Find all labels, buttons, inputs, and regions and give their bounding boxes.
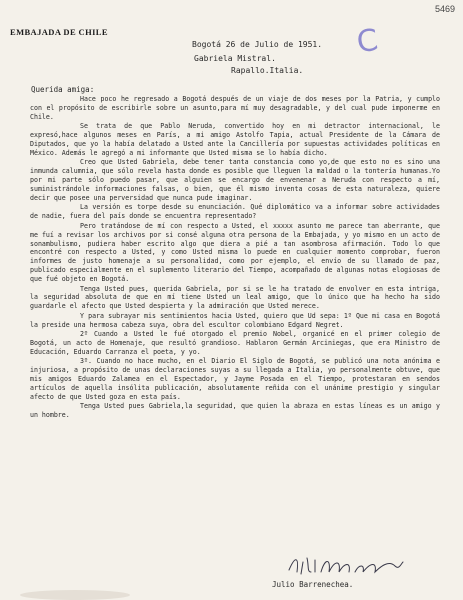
paragraph: 2º Cuando a Usted le fué otorgado el premio Nobel, organicé en el primer colegio de Bogotá, un acto de Homenaje, que resultó grandioso. Hablaron Germán Arciniegas, que era Ministro de Educación, Eduardo Carranza el poeta, y yo. (30, 330, 440, 356)
paragraph: Tenga Usted pues, querida Gabriela, por si se le ha tratado de envolver en esta intriga, la seguridad absoluta de que en mí tiene Usted un leal amigo, que lo único que ha hecho ha sido guardarle el afecto que Usted despierta y la admiración que Usted merece. (30, 284, 440, 311)
recipient-name: Gabriela Mistral. (194, 54, 276, 63)
paragraph: Hace poco he regresado a Bogotá después de un viaje de dos meses por la Patria, y cumplo con el propósito de escribirle sobre un asunto,para mí muy desagradable, y del cual pude imponerme en Chile. (30, 95, 440, 121)
paragraph: Se trata de que Pablo Neruda, convertido hoy en mi detractor internacional, le expresó,hace algunos meses en París, a mi amigo Astolfo Tapia, actual Presidente de la Cámara de Diputados, que yo la había delatado a Usted ante la Cancillería por supuestas actividades políticas en México. Además le agregó a mi informante que Usted misma se lo había dicho. (30, 122, 440, 157)
paragraph: Tenga Usted pues Gabriela,la seguridad, que quien la abraza en estas líneas es un amigo y un hombre. (30, 402, 440, 420)
archive-number: 5469 (434, 4, 455, 14)
paper-stain (20, 590, 130, 600)
paragraph: 3º. Cuando no hace mucho, en el Diario El Siglo de Bogotá, se publicó una nota anónima e injuriosa, a propósito de unas declaraciones suyas a su llegada a Italia, yo personalmente obtuve, que mis amigos Eduardo Zalamea en el Espectador, y Jayme Posada en el Tiempo, protestaran en sendos artículos de aquella insólita publicación, absolutamente reñida con el unánime prestigio y singular afecto de que Usted goza en esta país. (30, 357, 440, 401)
salutation: Querida amiga: (31, 85, 95, 94)
paragraph: Y para subrayar mis sentimientos hacia Usted, quiero que Ud sepa: 1º Que mi casa en Bogotá la preside una hermosa cabeza suya, obra del escultor colombiano Edgard Negret. (30, 311, 440, 329)
letter-body (30, 95, 440, 421)
paragraph: La versión es torpe desde su enunciación. Qué diplomático va a informar sobre actividades de nadie, fuera del país donde se encuentra representado? (30, 203, 440, 221)
date-line: Bogotá 26 de Julio de 1951. (192, 40, 323, 49)
paragraph: Pero tratándose de mí con respecto a Usted, el xxxxx asunto me parece tan aberrante, que me fuí a revisar los archivos por si consé alguna otra persona de la Embajada, y yo mismo en un acto de sonambulismo, pudiera haber escrito algo que diera a pié a tan asombrosa afirmación. Todo lo que encontré con respecto a Usted, y como Usted misma lo puede en cualquier momento comprobar, fueron informes de justo homenaje a su personalidad, como por ejemplo, el envío de su llamado de paz, publicado especialmente en el suplemento literario del Tiempo, acompañado de algunas notas elogiosas de que fué objeto en Bogotá. (30, 221, 440, 284)
paragraph: Creo que Usted Gabriela, debe tener tanta constancia como yo,de que esto no es sino una inmunda calumnia, que sólo revela hasta donde es posible que lleguen la maldad o la tontería humanas.Yo por mi parte sólo puedo pasar, que alguien se encargo de envenenar a Neruda con respecto a mí, suministrándole informaciones falsas, o bien, que él mismo inventa cosas de esta naturaleza, quiere decir que posee una perversidad que nunca pude imaginar. (30, 158, 440, 202)
letterhead: EMBAJADA DE CHILE (10, 27, 108, 37)
signature-name: Julio Barrenechea. (272, 580, 354, 589)
handwritten-signature (285, 552, 405, 578)
recipient-place: Rapallo.Italia. (231, 66, 304, 75)
pencil-c-mark: C (354, 22, 381, 61)
